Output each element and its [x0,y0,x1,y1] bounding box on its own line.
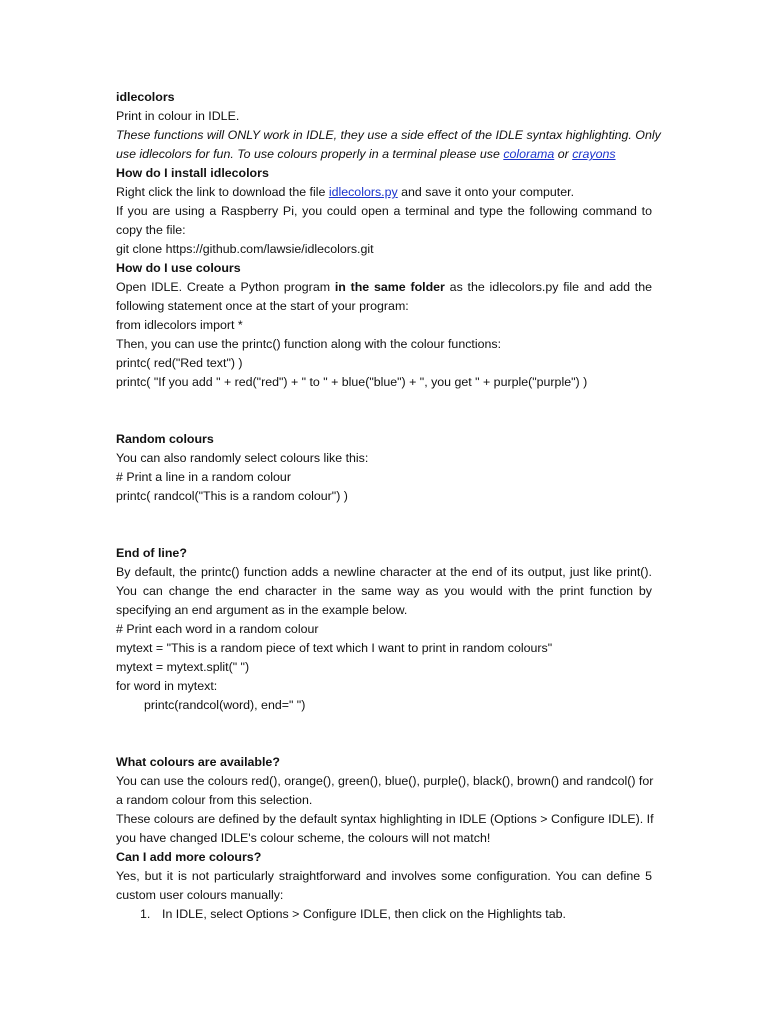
endline-code-1: mytext = "This is a random piece of text which I want to print in random colours" [116,641,553,655]
colorama-link[interactable]: colorama [503,147,555,161]
use-line-4: Then, you can use the printc() function along with the colour functions: [116,337,502,351]
code-example-2: printc( "If you add " + red("red") + " to " + blue("blue") + ", you get " + purple("purple") ) [116,375,588,389]
more-heading: Can I add more colours? [116,850,262,864]
endline-code-4: printc(randcol(word), end=" ") [144,698,306,712]
use-text-b: as the idlecolors.py file and add the [444,280,652,294]
code-example-1: printc( red("Red text") ) [116,356,243,370]
available-line-4: you have changed IDLE's colour scheme, the colours will not match! [116,831,491,845]
install-line-3: copy the file: [116,223,186,237]
doc-subtitle: Print in colour in IDLE. [116,109,240,123]
random-heading: Random colours [116,432,214,446]
crayons-link[interactable]: crayons [572,147,616,161]
warning-line-1: These functions will ONLY work in IDLE, they use a side effect of the IDLE syntax highlighting. Only [116,128,661,142]
install-heading: How do I install idlecolors [116,166,269,180]
endline-comment: # Print each word in a random colour [116,622,319,636]
install-line-1 [116,183,652,202]
endline-heading: End of line? [116,546,187,560]
random-code: printc( randcol("This is a random colour") ) [116,489,348,503]
available-heading: What colours are available? [116,755,280,769]
warning-text: use idlecolors for fun. To use colours properly in a terminal please use [116,147,504,161]
use-line-1 [116,278,652,297]
available-line-3: These colours are defined by the default syntax highlighting in IDLE (Options > Configure IDLE). If [116,812,654,826]
import-statement: from idlecolors import * [116,318,243,332]
or-text: or [554,147,573,161]
install-text-b: and save it onto your computer. [397,185,575,199]
endline-code-2: mytext = mytext.split(" ") [116,660,250,674]
git-clone-command: git clone https://github.com/lawsie/idlecolors.git [116,242,374,256]
install-text-a: Right click the link to download the file [116,185,329,199]
warning-line-2 [116,145,652,164]
random-line-1: You can also randomly select colours like this: [116,451,369,465]
random-comment: # Print a line in a random colour [116,470,291,484]
use-line-2: following statement once at the start of your program: [116,299,409,313]
same-folder-emphasis: in the same folder [334,280,445,294]
spacer [116,715,652,753]
install-line-2: If you are using a Raspberry Pi, you could open a terminal and type the following command to [116,204,652,218]
more-line-2: custom user colours manually: [116,888,284,902]
use-text-a: Open IDLE. Create a Python program [116,280,335,294]
list-item [116,905,652,924]
use-heading: How do I use colours [116,261,241,275]
endline-line-1: By default, the printc() function adds a newline character at the end of its output, just like print(). [116,565,652,579]
spacer [116,392,652,430]
available-line-2: a random colour from this selection. [116,793,313,807]
endline-line-2: You can change the end character in the same way as you would with the print function by [116,584,652,598]
endline-code-3: for word in mytext: [116,679,218,693]
more-line-1: Yes, but it is not particularly straightforward and involves some configuration. You can define 5 [116,869,652,883]
endline-line-3: specifying an end argument as in the example below. [116,603,408,617]
idlecolors-py-link[interactable]: idlecolors.py [328,185,398,199]
available-line-1: You can use the colours red(), orange(), green(), blue(), purple(), black(), brown() and randcol() for [116,774,654,788]
list-item-number: 1. [140,907,151,921]
list-item-text: In IDLE, select Options > Configure IDLE, then click on the Highlights tab. [162,907,566,921]
doc-title: idlecolors [116,90,175,104]
document-body [116,88,661,924]
spacer [116,506,652,544]
